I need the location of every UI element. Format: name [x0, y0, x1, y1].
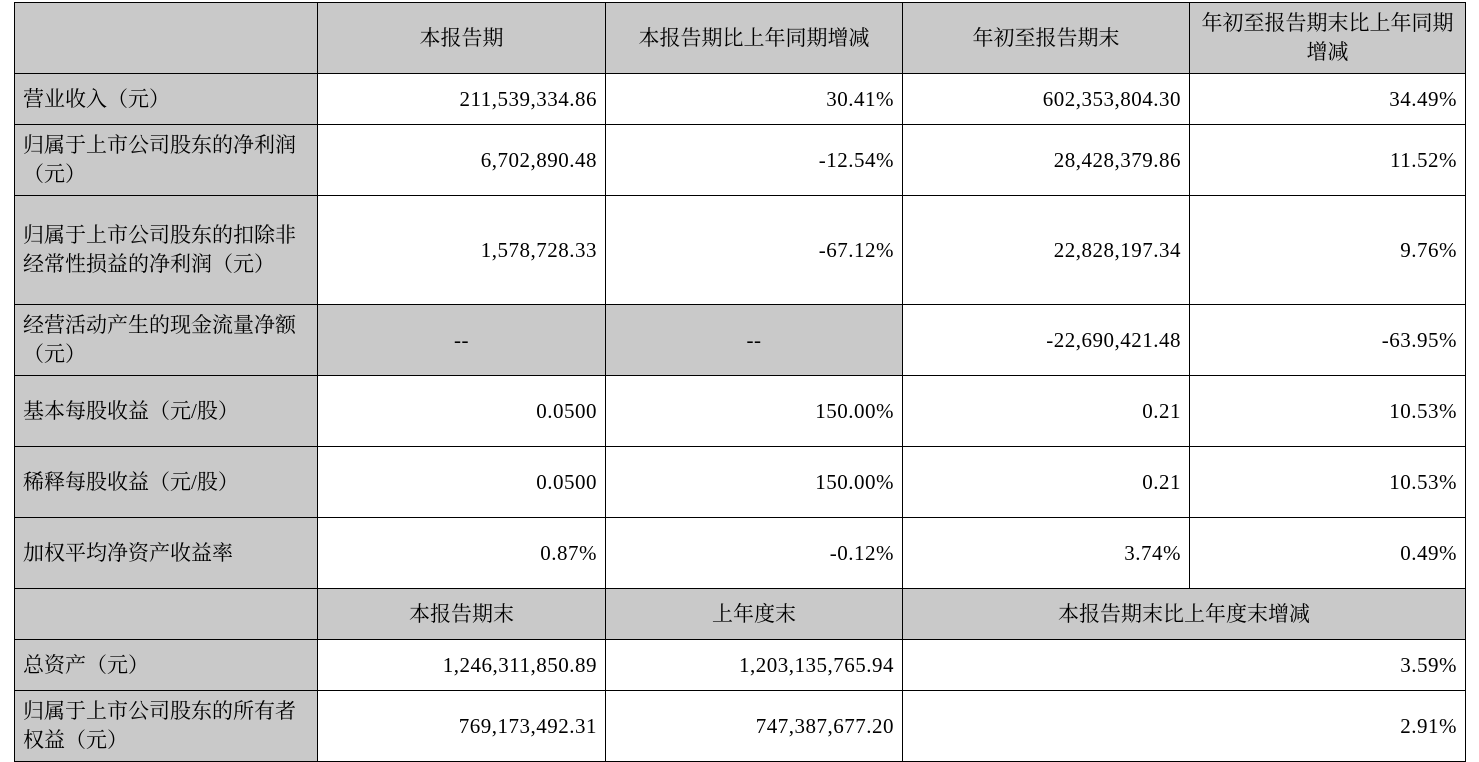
- cell-equity-change: 2.91%: [903, 691, 1466, 762]
- row-label-net-profit-deducted: 归属于上市公司股东的扣除非经常性损益的净利润（元）: [15, 196, 318, 305]
- cell-weighted-roe-ytd: 3.74%: [903, 518, 1190, 589]
- cell-total-assets-period-end: 1,246,311,850.89: [318, 640, 606, 691]
- table-row: [15, 125, 1466, 196]
- subheader-cell-empty: [15, 589, 318, 640]
- cell-operating-cashflow-current-change: --: [606, 305, 903, 376]
- cell-diluted-eps-ytd: 0.21: [903, 447, 1190, 518]
- row-label-diluted-eps: 稀释每股收益（元/股）: [15, 447, 318, 518]
- cell-revenue-ytd: 602,353,804.30: [903, 74, 1190, 125]
- cell-equity-period-end: 769,173,492.31: [318, 691, 606, 762]
- cell-weighted-roe-current: 0.87%: [318, 518, 606, 589]
- cell-total-assets-change: 3.59%: [903, 640, 1466, 691]
- cell-net-profit-deducted-current: 1,578,728.33: [318, 196, 606, 305]
- header-cell-ytd-change: 年初至报告期末比上年同期增减: [1190, 3, 1466, 74]
- cell-revenue-current: 211,539,334.86: [318, 74, 606, 125]
- cell-net-profit-ytd: 28,428,379.86: [903, 125, 1190, 196]
- subheader-cell-change: 本报告期末比上年度末增减: [903, 589, 1466, 640]
- table-row: [15, 305, 1466, 376]
- cell-diluted-eps-current-change: 150.00%: [606, 447, 903, 518]
- cell-revenue-current-change: 30.41%: [606, 74, 903, 125]
- row-label-net-profit: 归属于上市公司股东的净利润（元）: [15, 125, 318, 196]
- cell-weighted-roe-ytd-change: 0.49%: [1190, 518, 1466, 589]
- row-label-revenue: 营业收入（元）: [15, 74, 318, 125]
- cell-diluted-eps-ytd-change: 10.53%: [1190, 447, 1466, 518]
- cell-basic-eps-current-change: 150.00%: [606, 376, 903, 447]
- header-cell-current-period-change: 本报告期比上年同期增减: [606, 3, 903, 74]
- table-row: [15, 447, 1466, 518]
- cell-net-profit-deducted-ytd-change: 9.76%: [1190, 196, 1466, 305]
- header-cell-empty: [15, 3, 318, 74]
- row-label-basic-eps: 基本每股收益（元/股）: [15, 376, 318, 447]
- table-header-row: [15, 3, 1466, 74]
- cell-diluted-eps-current: 0.0500: [318, 447, 606, 518]
- cell-revenue-ytd-change: 34.49%: [1190, 74, 1466, 125]
- cell-basic-eps-ytd-change: 10.53%: [1190, 376, 1466, 447]
- row-label-equity: 归属于上市公司股东的所有者权益（元）: [15, 691, 318, 762]
- cell-total-assets-last-year-end: 1,203,135,765.94: [606, 640, 903, 691]
- cell-operating-cashflow-ytd-change: -63.95%: [1190, 305, 1466, 376]
- cell-net-profit-deducted-current-change: -67.12%: [606, 196, 903, 305]
- table-row: [15, 518, 1466, 589]
- table-row: [15, 691, 1466, 762]
- cell-basic-eps-current: 0.0500: [318, 376, 606, 447]
- cell-basic-eps-ytd: 0.21: [903, 376, 1190, 447]
- row-label-operating-cashflow: 经营活动产生的现金流量净额（元）: [15, 305, 318, 376]
- table-row: [15, 74, 1466, 125]
- subheader-cell-period-end: 本报告期末: [318, 589, 606, 640]
- cell-equity-last-year-end: 747,387,677.20: [606, 691, 903, 762]
- financial-summary-table: [14, 2, 1466, 762]
- row-label-total-assets: 总资产（元）: [15, 640, 318, 691]
- row-label-weighted-roe: 加权平均净资产收益率: [15, 518, 318, 589]
- cell-net-profit-ytd-change: 11.52%: [1190, 125, 1466, 196]
- cell-operating-cashflow-ytd: -22,690,421.48: [903, 305, 1190, 376]
- header-cell-ytd: 年初至报告期末: [903, 3, 1190, 74]
- cell-net-profit-current-change: -12.54%: [606, 125, 903, 196]
- cell-net-profit-deducted-ytd: 22,828,197.34: [903, 196, 1190, 305]
- cell-operating-cashflow-current: --: [318, 305, 606, 376]
- cell-net-profit-current: 6,702,890.48: [318, 125, 606, 196]
- table-row: [15, 376, 1466, 447]
- table-subheader-row: [15, 589, 1466, 640]
- header-cell-current-period: 本报告期: [318, 3, 606, 74]
- table-row: [15, 196, 1466, 305]
- cell-weighted-roe-current-change: -0.12%: [606, 518, 903, 589]
- table-row: [15, 640, 1466, 691]
- document-page: [0, 2, 1479, 752]
- subheader-cell-last-year-end: 上年度末: [606, 589, 903, 640]
